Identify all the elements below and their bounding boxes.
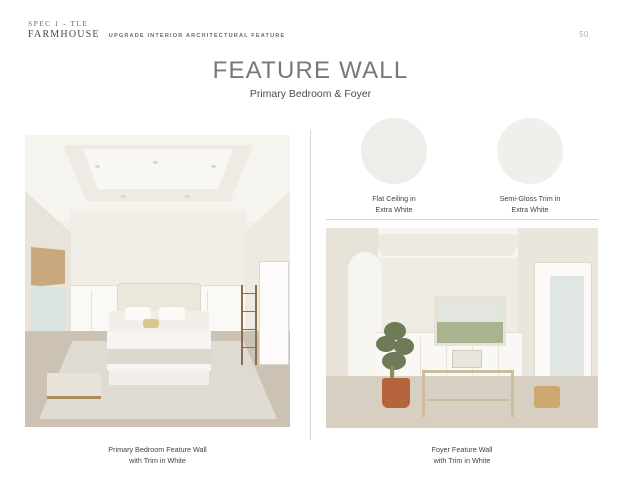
woven-basket [534,386,560,408]
brand-spec-line: SPEC 1 - TLE [28,19,89,28]
semi-gloss-trim-swatch-circle [497,118,563,184]
blanket-ladder [241,285,257,365]
ceiling-tray-inner [83,149,233,189]
console-table [422,370,514,416]
throw-blanket [107,349,211,364]
pillow [159,307,185,320]
window-blind [31,247,65,287]
downlight-icon [95,165,100,168]
accent-pillow [143,319,159,328]
caption-line-2: with Trim in White [129,456,186,466]
bedroom-door [259,261,289,365]
window-bench [47,373,101,399]
brand-name: FARMHOUSE [28,28,100,40]
swatch-label-line-1: Semi-Gloss Trim in [499,194,561,203]
terracotta-planter [382,378,410,408]
foyer-caption [326,444,598,466]
swatch-flat-ceiling [334,118,454,215]
horizontal-divider [326,219,598,220]
caption-line-1: Primary Bedroom Feature Wall [108,445,207,454]
brand-block [28,20,100,40]
vertical-divider [310,130,311,440]
swatch-semi-gloss-trim [470,118,590,215]
flat-ceiling-swatch-circle [361,118,427,184]
foyer-door-glass [550,276,584,380]
swatch-label-line-1: Flat Ceiling in [372,194,416,203]
downlight-icon [185,195,190,198]
swatch-label-line-2: Extra White [375,205,413,215]
artwork-field [437,322,503,343]
artwork-sky [437,299,503,322]
tree-foliage [376,336,396,352]
primary-bedroom-photo [25,135,290,427]
foyer-scene [326,228,598,428]
swatch-label-line-2: Extra White [511,205,549,215]
page-subtitle: Primary Bedroom & Foyer [249,88,372,100]
caption-line-2: with Trim in White [433,456,491,466]
primary-bedroom-caption [25,444,290,466]
foyer-artwork [434,296,506,346]
bedroom-scene [25,135,290,427]
foyer-photo [326,228,598,428]
olive-tree [374,320,418,382]
semi-gloss-trim-swatch-label [500,193,561,215]
flat-ceiling-swatch-label [372,193,416,215]
tree-foliage [382,352,406,370]
downlight-icon [121,195,126,198]
page-number: 50 [579,30,589,39]
foyer-ceiling-tray [370,234,524,256]
caption-line-1: Foyer Feature Wall [431,445,493,454]
decor-book [452,350,482,368]
downlight-icon [153,161,158,164]
paint-swatch-row [326,118,598,215]
page-title: FEATURE WALL [212,57,409,84]
header [28,20,285,40]
header-subtitle: UPGRADE INTERIOR ARCHITECTURAL FEATURE [108,32,286,39]
downlight-icon [211,165,216,168]
